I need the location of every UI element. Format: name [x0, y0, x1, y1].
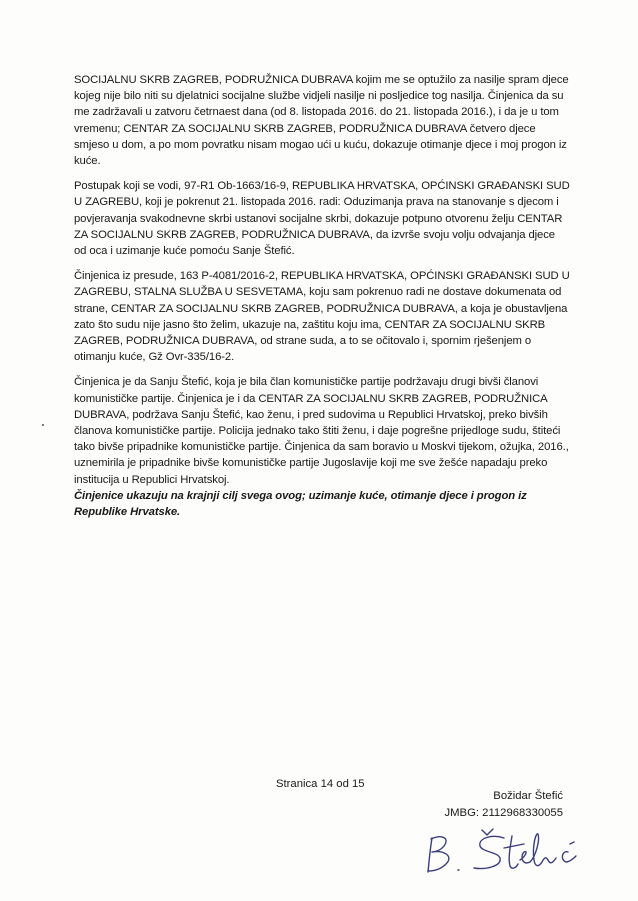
signature-stroke-t-bar — [504, 844, 524, 848]
handwritten-signature — [420, 826, 600, 878]
paragraph-4: Činjenica je da Sanju Štefić, koja je bila član komunističke partije podržavaju drugi bivši članovi komunističke partije. Činjenica je i da CENTAR ZA SOCIJALNU SKRB ZAGREB, PODRUŽNICA DUBRAVA, podržava Sanju Štefić, kao ženu, i pred sudovima u Republici Hrvatskoj, preko bivših članova komunističke partije. Policija jednako tako štiti ženu, i daje pogrešne prijedloge sudu, štiteći tako bivše pripadnike komunističke partije. Činjenica da sam boravio u Moskvi tijekom, ožujka, 2016., uznemirila je pripadnike bivše komunističke partije Jugoslavije koji me sve žešće napadaju preko institucija u Republici Hrvatskoj. — [74, 376, 569, 486]
signature-stroke-hacek — [482, 829, 493, 835]
signature-stroke-c — [562, 852, 576, 862]
paragraph-2: Postupak koji se vodi, 97-R1 Ob-1663/16-9, REPUBLIKA HRVATSKA, OPĆINSKI GRAĐANSKI SUD U ZAGREBU, koji je pokrenut 21. listopada 2016. radi: Oduzimanja prava na stanovanje s djecom i povjeravanja svakodnevne skrbi ustanovi socijalne skrbi, dokazuje potpuno otvorenu želju CENTAR ZA SOCIJALNU SKRB ZAGREB, PODRUŽNICA DUBRAVA, da izvrše svoju volju odvajanja djece od oca i uzimanje kuće pomoću Sanje Štefić. — [74, 180, 570, 258]
signature-stroke-efic — [520, 834, 556, 866]
scan-artifact-dot — [42, 424, 44, 426]
signature-stroke-c-accent — [570, 842, 574, 844]
signature-block — [445, 788, 564, 822]
paragraph-3: Činjenica iz presude, 163 P-4081/2016-2, REPUBLIKA HRVATSKA, OPĆINSKI GRAĐANSKI SUD U ZAGREBU, STALNA SLUŽBA U SESVETAMA, koju sam pokrenuo radi ne dostave dokumenata od strane, CENTAR ZA SOCIJALNU SKRB ZAGREB, PODRUŽNICA DUBRAVA, a koja je obustavljena zato što sudu nije jasno što želim, ukazuje na, zaštitu koju ima, CENTAR ZA SOCIJALNU SKRB ZAGREB, PODRUŽNICA DUBRAVA, od strane suda, a to se očitovalo i, spornim rješenjem o otimanju kuće, Gž Ovr-335/16-2. — [74, 270, 570, 364]
body-text — [74, 72, 570, 529]
author-id-number: JMBG: 2112968330055 — [444, 807, 563, 819]
page-number: Stranica 14 od 15 — [276, 778, 365, 790]
author-name: Božidar Štefić — [493, 790, 563, 802]
closing-statement: Činjenice ukazuju na krajnji cilj svega ovog; uzimanje kuće, otimanje djece i progon iz Republike Hrvatske. — [74, 489, 527, 519]
signature-stroke-s — [474, 836, 504, 868]
signature-stroke-b — [428, 838, 432, 872]
paragraph-1: SOCIJALNU SKRB ZAGREB, PODRUŽNICA DUBRAVA kojim me se optužilo za nasilje spram djece kojeg nije bilo niti su djelatnici socijalne službe vidjeli nasilje ni posljedice tog nasilja. Činjenica da su me zadržavali u zatvoru četrnaest dana (od 8. listopada 2016. do 21. listopada 2016.), i da je u tom vremenu; CENTAR ZA SOCIJALNU SKRB ZAGREB, PODRUŽNICA DUBRAVA četvero djece smjeso u dom, a po mom povratku nisam mogao ući u kuću, dokazuje otimanje djece i moj progon iz kuće. — [74, 74, 569, 168]
signature-stroke-t — [509, 836, 518, 868]
